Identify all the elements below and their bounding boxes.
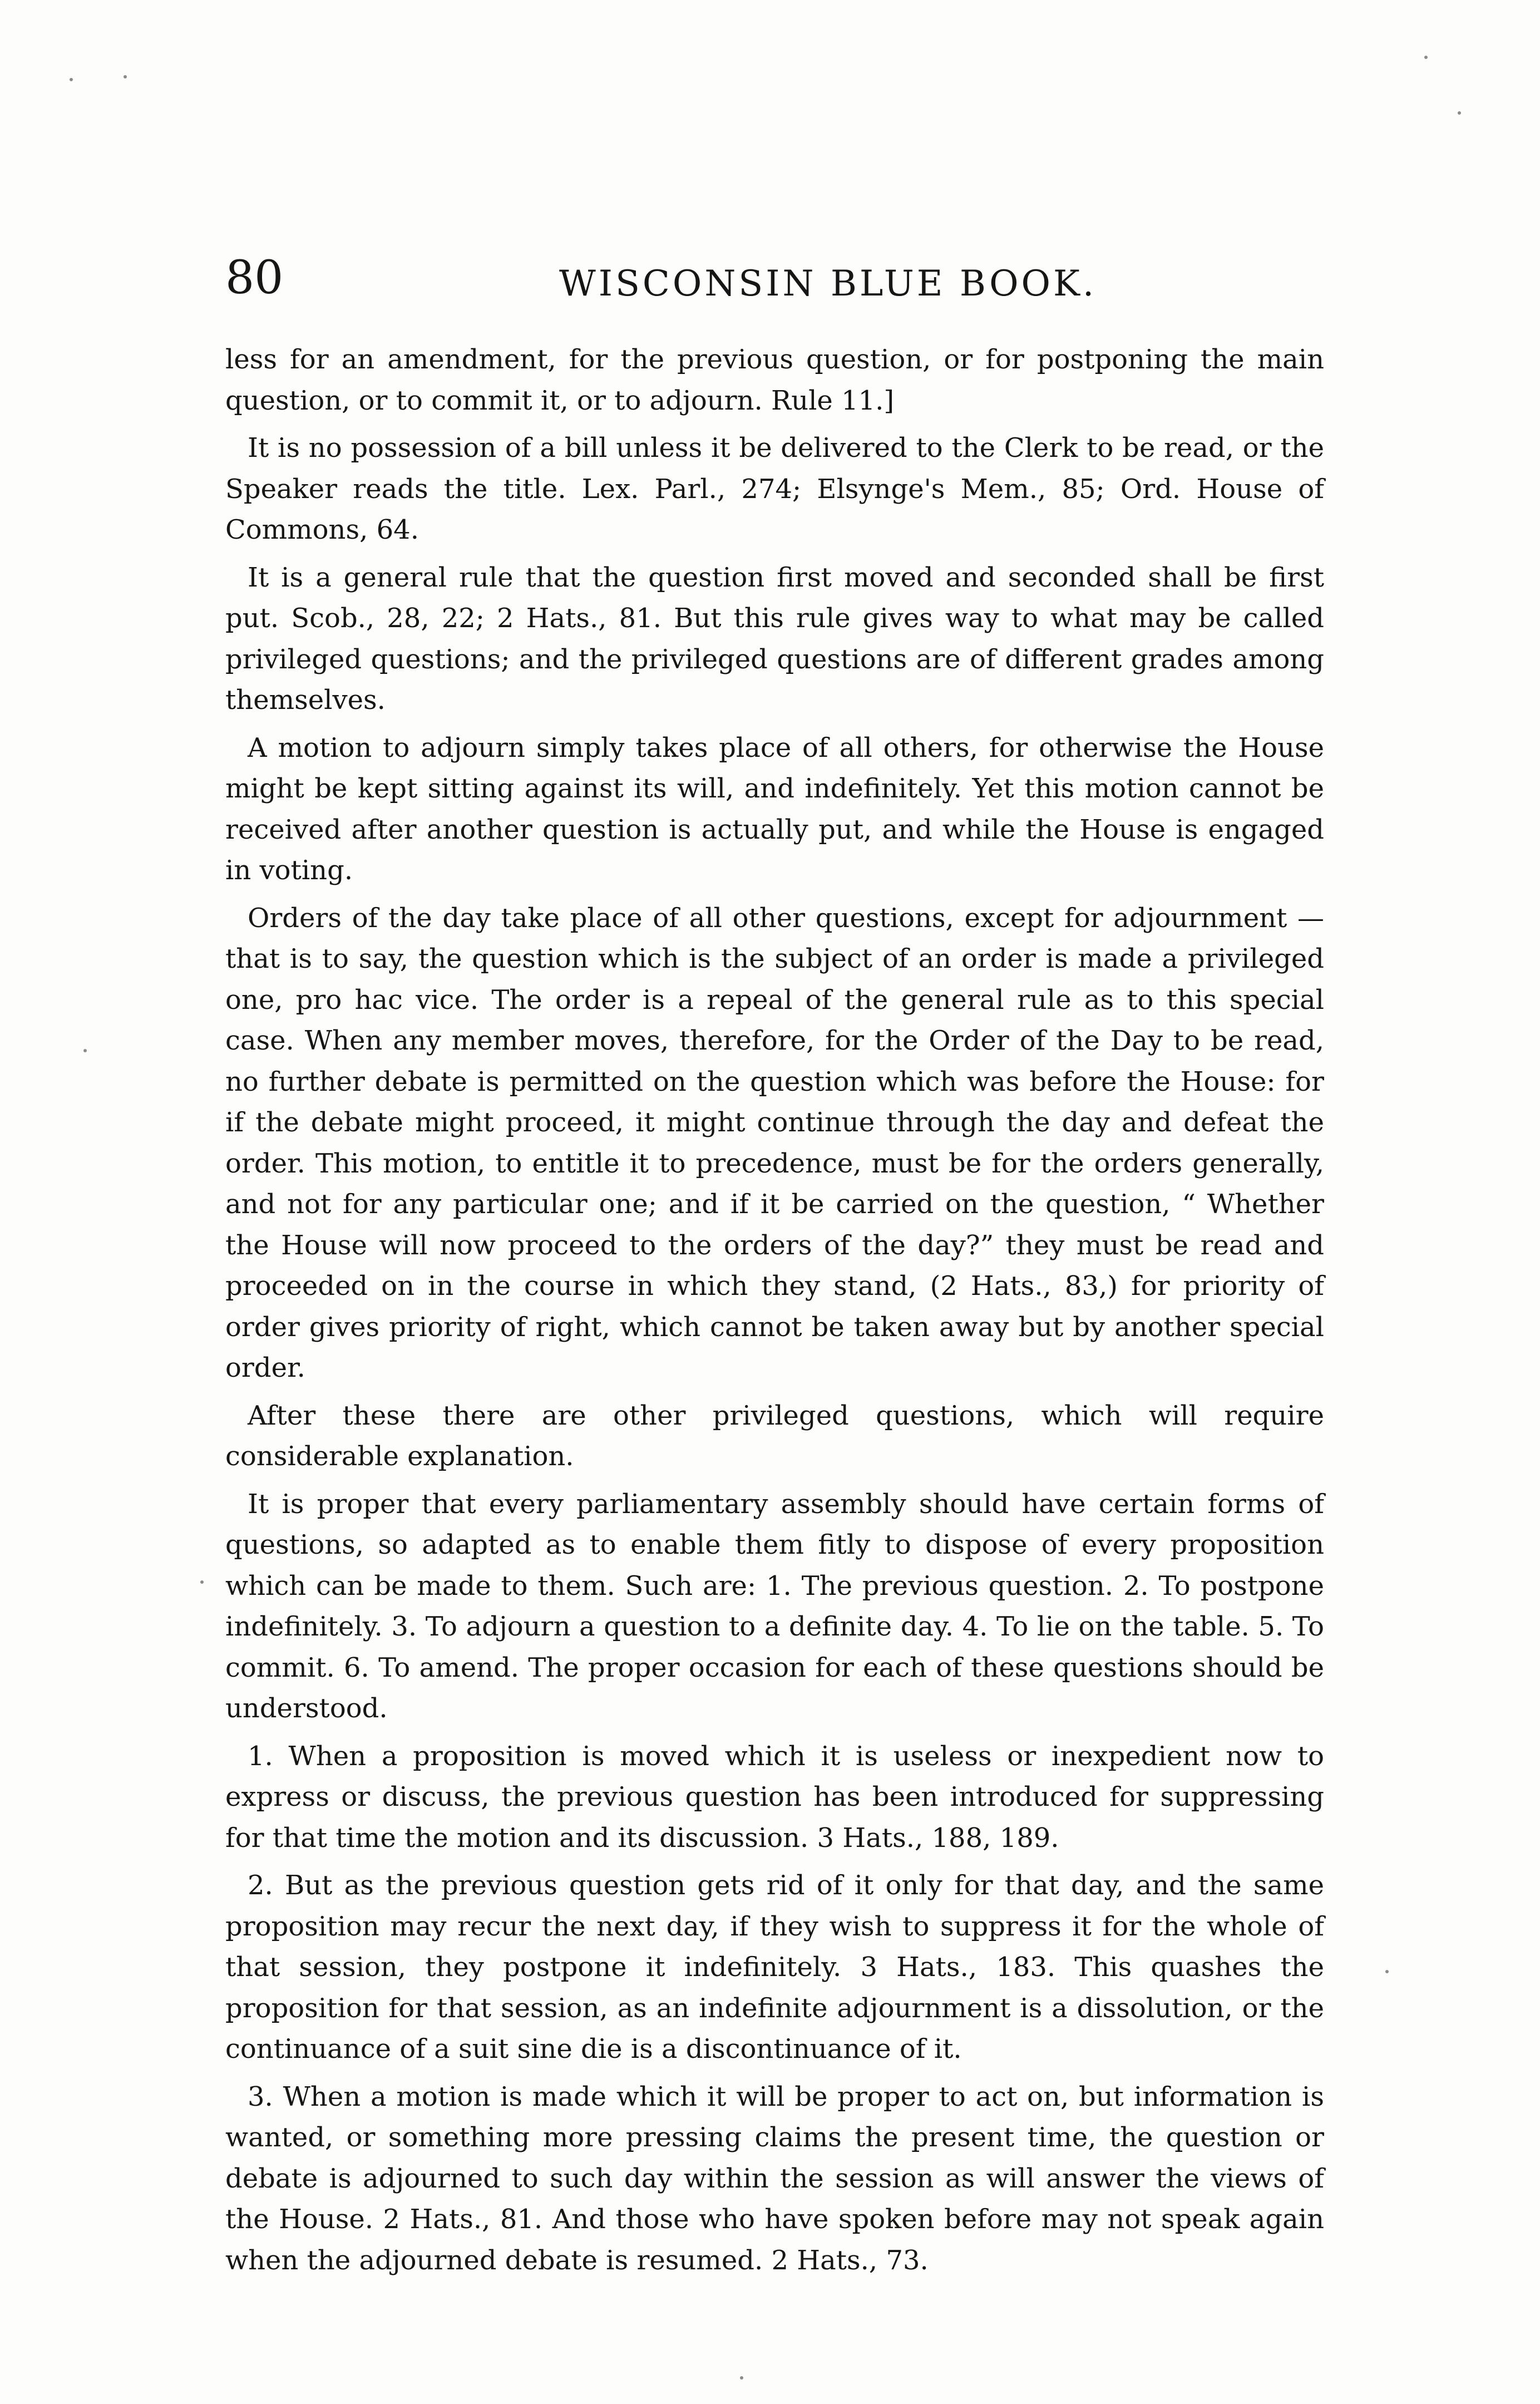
page-header [225, 250, 1338, 312]
page-number: 80 [225, 252, 284, 304]
paragraph-orders-of-the-day: Orders of the day take place of all other questions, except for adjournment —that is to say, the question which is the subject of an order is made a privileged one, pro hac vice. The order is a repeal of the general rule as to this special case. When any member moves, therefore, for the Order of the Day to be read, no further debate is permitted on the question which was before the House: for if the debate might proceed, it might continue through the day and defeat the order. This motion, to entitle it to precedence, must be for the orders generally, and not for any particular one; and if it be carried on the question, “ Whether the House will now proceed to the orders of the day?” they must be read and proceeded on in the course in which they stand, (2 Hats., 83,) for priority of order gives priority of right, which cannot be taken away but by another special order. [225, 902, 1324, 1383]
paragraph-forms-of-questions: It is proper that every parliamentary assembly should have certain forms of questions, so adapted as to enable them fitly to dispose of every proposition which can be made to them. Such are: 1. The previous question. 2. To postpone indefinitely. 3. To adjourn a question to a definite day. 4. To lie on the table. 5. To commit. 6. To amend. The proper occasion for each of these questions should be understood. [225, 1488, 1324, 1724]
paragraph-continuation: less for an amendment, for the previous question, or for postponing the main question, or to commit it, or to adjourn. Rule 11.] [225, 344, 1324, 416]
paper-speck [1458, 111, 1461, 115]
paragraph-motion-to-adjourn: A motion to adjourn simply takes place of all others, for otherwise the House might be kept sitting against its will, and indefinitely. Yet this motion cannot be received after another question is actually put, and while the House is engaged in voting. [225, 732, 1324, 886]
paper-speck [83, 1049, 87, 1052]
paper-speck [1424, 56, 1428, 59]
paragraph-general-rule: It is a general rule that the question first moved and seconded shall be first put. Scob., 28, 22; 2 Hats., 81. But this rule gives way to what may be called privileged questions; and the privileged questions are of different grades among themselves. [225, 561, 1324, 716]
paragraph-item-2-postpone-indefinitely: 2. But as the previous question gets rid of it only for that day, and the same proposition may recur the next day, if they wish to suppress it for the whole of that session, they postpone it indefinitely. 3 Hats., 183. This quashes the proposition for that session, as an indefinite adjournment is a dissolution, or the continuance of a suit sine die is a discontinuance of it. [225, 1870, 1324, 2065]
paper-speck [740, 2376, 743, 2380]
paper-speck [124, 75, 127, 78]
paragraph-item-3-adjourn-question: 3. When a motion is made which it will be proper to act on, but information is wanted, or something more pressing claims the present time, the question or debate is adjourned to such day within the session as will answer the views of the House. 2 Hats., 81. And those who have spoken before may not speak again when the adjourned debate is resumed. 2 Hats., 73. [225, 2081, 1324, 2276]
paper-speck [200, 1580, 204, 1584]
body-text [225, 339, 1324, 2288]
paper-speck [1385, 1970, 1389, 1973]
paper-speck [70, 78, 73, 81]
paragraph-other-privileged-questions: After these there are other privileged questions, which will require considerable explanation. [225, 1400, 1324, 1472]
paragraph-item-1-previous-question: 1. When a proposition is moved which it is useless or inexpedient now to express or discuss, the previous question has been introduced for suppressing for that time the motion and its discussion. 3 Hats., 188, 189. [225, 1740, 1324, 1854]
running-head: WISCONSIN BLUE BOOK. [559, 263, 1097, 304]
paragraph-bill-possession: It is no possession of a bill unless it be delivered to the Clerk to be read, or the Speaker reads the title. Lex. Parl., 274; Elsynge's Mem., 85; Ord. House of Commons, 64. [225, 432, 1324, 545]
